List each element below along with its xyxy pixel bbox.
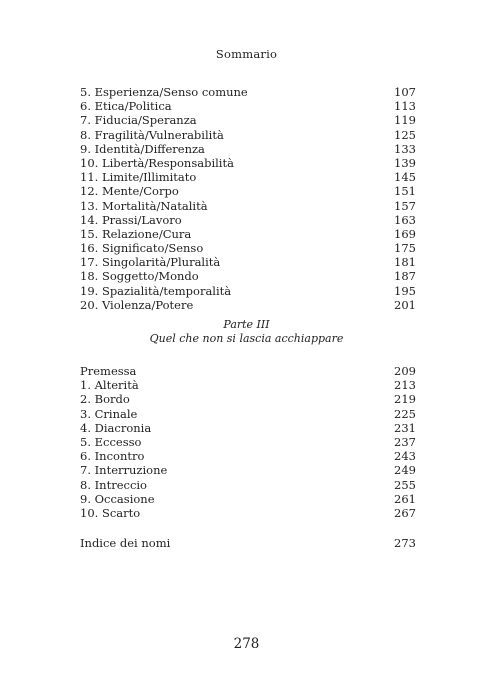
toc-entry-page: 119 [394,113,416,128]
toc-entry-page: 273 [394,536,416,550]
toc-entry-title: 13. Mortalità/Natalità [80,198,208,213]
toc-entry [80,392,416,406]
toc-entry-title: 5. Eccesso [80,434,142,449]
toc-entry [80,407,416,421]
toc-entry [80,378,416,392]
toc-entry [80,213,416,227]
toc-entry-title: 1. Alterità [80,378,139,393]
toc-entry-title: 11. Limite/Illimitato [80,170,197,185]
toc-entry-page: 133 [394,141,416,156]
toc-entry-title: 10. Scarto [80,505,141,520]
toc-entry-page: 163 [394,212,416,227]
toc-entry-page: 255 [394,477,416,492]
toc-entry-title: 16. Significato/Senso [80,241,204,256]
toc-list-part-2 [80,85,416,312]
toc-entry [80,170,416,184]
toc-entry [80,142,416,156]
toc-entry-page: 169 [394,226,416,241]
toc-list-part-3 [80,364,416,520]
toc-entry [80,184,416,198]
toc-entry [80,156,416,170]
toc-entry-title: 20. Violenza/Potere [80,297,194,312]
toc-entry-page: 209 [394,364,416,378]
toc-entry-page: 249 [394,463,416,478]
toc-entry-page: 243 [394,449,416,464]
toc-entry [80,99,416,113]
toc-entry-page: 201 [394,297,416,312]
toc-entry [80,536,416,550]
toc-entry-title: 15. Relazione/Cura [80,226,192,241]
toc-entry [80,255,416,269]
toc-entry-title: 12. Mente/Corpo [80,184,179,199]
toc-list-index [80,536,416,550]
toc-entry [80,284,416,298]
toc-entry-title: 6. Incontro [80,449,145,464]
toc-entry-page: 181 [394,255,416,270]
toc-entry-title: 10. Libertà/Responsabilità [80,155,234,170]
toc-entry-page: 145 [394,170,416,185]
toc-entry [80,85,416,99]
toc-entry [80,506,416,520]
toc-entry-title: 9. Identità/Differenza [80,141,205,156]
toc-entry-title: 7. Fiducia/Speranza [80,113,197,128]
toc-entry-page: 139 [394,155,416,170]
toc-entry-title: 8. Fragilità/Vulnerabilità [80,127,224,142]
toc-entry-title: 7. Interruzione [80,463,168,478]
toc-entry [80,269,416,283]
toc-entry-page: 175 [394,241,416,256]
toc-entry-page: 225 [394,406,416,421]
toc-entry-page: 157 [394,198,416,213]
toc-entry [80,128,416,142]
toc-entry-title: Premessa [80,364,137,378]
toc-entry-page: 267 [394,505,416,520]
toc-entry-page: 213 [394,378,416,393]
toc-entry-page: 125 [394,127,416,142]
toc-entry-title: 5. Esperienza/Senso comune [80,85,248,99]
toc-entry [80,463,416,477]
toc-entry-page: 151 [394,184,416,199]
toc-entry-page: 219 [394,392,416,407]
toc-entry-title: 19. Spazialità/temporalità [80,283,232,298]
toc-entry [80,364,416,378]
toc-entry-title: 14. Prassi/Lavoro [80,212,182,227]
toc-entry [80,298,416,312]
toc-entry [80,492,416,506]
toc-entry-title: 8. Intreccio [80,477,147,492]
toc-entry [80,435,416,449]
page-number: 278 [233,636,260,652]
toc-entry-title: 4. Diacronia [80,420,152,435]
toc-entry [80,113,416,127]
toc-entry-title: 17. Singolarità/Pluralità [80,255,221,270]
toc-entry [80,449,416,463]
toc-entry-title: Indice dei nomi [80,536,171,550]
part-label: Parte III [223,318,270,331]
toc-entry-page: 261 [394,491,416,506]
toc-entry [80,478,416,492]
toc-entry-page: 237 [394,434,416,449]
part-subtitle: Quel che non si lascia acchiappare [149,332,344,345]
toc-entry-title: 3. Crinale [80,406,138,421]
toc-entry [80,199,416,213]
toc-entry-title: 6. Etica/Politica [80,99,172,114]
toc-entry-title: 9. Occasione [80,491,155,506]
running-head: Sommario [215,47,278,61]
toc-entry-page: 195 [394,283,416,298]
toc-entry [80,421,416,435]
toc-entry [80,227,416,241]
part-heading [0,318,493,346]
toc-entry-title: 18. Soggetto/Mondo [80,269,199,284]
toc-entry-title: 2. Bordo [80,392,130,407]
toc-entry-page: 187 [394,269,416,284]
toc-entry-page: 231 [394,420,416,435]
toc-entry [80,241,416,255]
toc-entry-page: 107 [394,85,416,99]
toc-entry-page: 113 [394,99,416,114]
